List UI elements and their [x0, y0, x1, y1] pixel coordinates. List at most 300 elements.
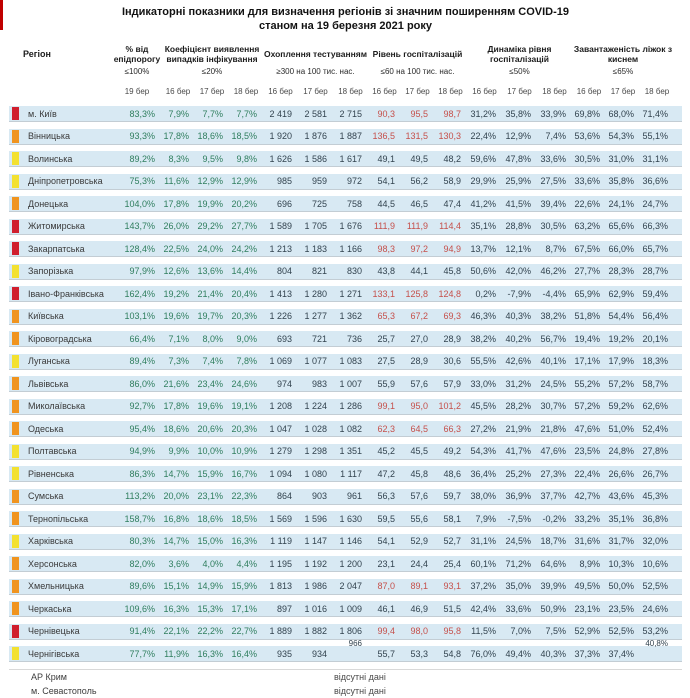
region-name: Херсонська	[28, 558, 77, 569]
test-value-extra: 966	[348, 639, 362, 648]
test-value: 821	[311, 266, 327, 276]
epid-value: 103,1%	[124, 311, 155, 321]
dyn-value: 40,3%	[505, 311, 531, 321]
dyn-value: 60,1%	[470, 558, 496, 569]
table-row	[9, 601, 682, 617]
hosp-value: 89,1	[410, 581, 428, 591]
test-label: Охоплення тестуванням	[263, 49, 368, 59]
footer-row-sevastopol	[9, 685, 682, 698]
hosp-value: 64,5	[410, 423, 428, 434]
region-status-marker	[12, 130, 19, 143]
dyn-value: 36,9%	[505, 491, 531, 501]
beds-value: 28,7%	[642, 266, 668, 276]
hosp-value: 46,5	[410, 198, 428, 209]
beds-value: 59,2%	[608, 401, 634, 411]
beds-value: 23,1%	[574, 603, 600, 614]
dyn-value: 31,2%	[470, 108, 496, 119]
epid-value: 83,3%	[129, 108, 155, 119]
date-label: 18 бер	[338, 87, 363, 96]
test-value: 1 117	[340, 468, 362, 479]
dyn-value: 64,6%	[540, 558, 566, 569]
coef-value: 16,8%	[163, 513, 189, 524]
footer-region: АР Крим	[31, 672, 67, 682]
beds-value: 59,4%	[642, 288, 668, 299]
footer-row-crimea	[9, 671, 682, 684]
coef-value: 14,7%	[163, 468, 189, 479]
dyn-value: 11,5%	[471, 626, 496, 636]
coef-value: 10,9%	[231, 446, 257, 456]
hosp-value: 45,8	[410, 468, 428, 479]
test-value: 2 715	[339, 108, 362, 119]
hosp-value: 27,5	[377, 356, 395, 366]
test-value: 1 986	[304, 581, 327, 591]
region-name: Миколаївська	[28, 401, 86, 411]
region-name: Кіровоградська	[28, 333, 92, 344]
region-name: Одеська	[28, 423, 64, 434]
date-label: 18 бер	[233, 87, 259, 96]
hosp-value: 90,3	[377, 108, 395, 119]
beds-value: 35,8%	[608, 176, 634, 186]
coef-value: 20,4%	[231, 288, 257, 299]
region-marker-cell	[9, 310, 23, 323]
date-label: 17 бер	[610, 87, 636, 96]
hosp-value: 125,8	[405, 288, 428, 299]
column-header-beds	[572, 41, 674, 100]
epid-value: 86,0%	[129, 378, 155, 389]
dyn-value: 42,0%	[505, 266, 531, 276]
epid-value: 113,2%	[125, 491, 155, 501]
hosp-value: 48,2	[443, 153, 461, 164]
beds-value: 50,0%	[608, 581, 634, 591]
test-value: 1 362	[339, 311, 362, 321]
epid-value: 91,4%	[129, 626, 155, 636]
hosp-value: 95,8	[443, 626, 461, 636]
test-value: 1 009	[339, 603, 362, 614]
column-header-epid	[113, 41, 161, 100]
beds-value: 32,0%	[642, 536, 668, 546]
region-name: Дніпропетровська	[28, 176, 103, 186]
table-row	[9, 624, 682, 648]
beds-value: 51,0%	[608, 423, 634, 434]
test-value: 1 630	[339, 513, 362, 524]
region-status-marker	[12, 602, 19, 615]
epid-value: 86,3%	[129, 468, 155, 479]
test-value: 1 224	[304, 401, 327, 411]
hosp-value: 52,7	[443, 536, 461, 546]
beds-value: 24,1%	[608, 198, 634, 209]
hosp-value: 45,2	[377, 446, 395, 456]
coef-value: 21,4%	[197, 288, 223, 299]
region-status-marker	[12, 625, 19, 638]
beds-value: 24,6%	[642, 603, 668, 614]
hosp-value: 58,9	[443, 176, 461, 186]
region-name: Черкаська	[28, 603, 72, 614]
region-marker-cell	[9, 580, 23, 593]
coef-value: 20,2%	[231, 198, 257, 209]
dyn-value: 27,3%	[540, 468, 566, 479]
test-value: 1 813	[269, 581, 292, 591]
test-value: 1 889	[269, 626, 292, 636]
test-value: 736	[346, 333, 362, 344]
beds-value: 67,5%	[574, 243, 600, 254]
hosp-value: 94,9	[443, 243, 461, 254]
epid-value: 89,4%	[129, 356, 155, 366]
test-value: 1 705	[304, 221, 327, 231]
region-marker-cell	[9, 422, 23, 435]
test-value: 1 016	[304, 603, 327, 614]
beds-value: 52,5%	[642, 581, 668, 591]
beds-value: 27,8%	[642, 446, 668, 456]
column-header-dyn	[467, 41, 572, 100]
table-row	[9, 399, 682, 415]
table-row	[9, 579, 682, 595]
hosp-value: 51,5	[443, 603, 461, 614]
hosp-value: 95,0	[410, 401, 428, 411]
test-dates	[263, 87, 368, 100]
epid-value: 158,7%	[124, 513, 155, 524]
test-value: 758	[346, 198, 362, 209]
dyn-value: 8,7%	[545, 243, 566, 254]
region-name: Вінницька	[28, 131, 70, 141]
dyn-value: 39,4%	[540, 198, 566, 209]
epid-value: 104,0%	[124, 198, 155, 209]
dyn-value: 54,3%	[470, 446, 496, 456]
hosp-value: 28,9	[410, 356, 428, 366]
epid-value: 97,9%	[129, 266, 155, 276]
test-value: 1 047	[269, 423, 292, 434]
test-value: 1 077	[304, 356, 327, 366]
region-status-marker	[12, 512, 19, 525]
hosp-value: 25,4	[443, 558, 461, 569]
beds-value: 54,4%	[608, 311, 634, 321]
region-marker-cell	[9, 647, 23, 660]
test-value: 1 626	[269, 153, 292, 164]
coef-value: 15,3%	[197, 603, 223, 614]
coef-value: 3,6%	[168, 558, 189, 569]
hosp-value: 69,3	[443, 311, 461, 321]
date-label: 19 бер	[124, 87, 150, 96]
coef-value: 8,3%	[168, 153, 189, 164]
dyn-value: 50,6%	[470, 266, 496, 276]
date-label: 17 бер	[405, 87, 430, 96]
hosp-value: 59,5	[377, 513, 395, 524]
region-marker-cell	[9, 512, 23, 525]
hosp-value: 59,7	[443, 491, 461, 501]
dyn-value: 42,6%	[505, 356, 531, 366]
hosp-value: 48,6	[443, 468, 461, 479]
dyn-value: 36,4%	[470, 468, 496, 479]
coef-value: 7,8%	[236, 356, 257, 366]
hosp-value: 44,5	[377, 198, 395, 209]
dyn-value: 7,0%	[510, 626, 531, 636]
region-name: Полтавська	[28, 446, 77, 456]
page-title-line1: Індикаторні показники для визначення регіонів зі значним поширенням COVID-19	[121, 6, 569, 18]
region-status-marker	[12, 580, 19, 593]
region-marker-cell	[9, 400, 23, 413]
test-value: 1 069	[269, 356, 292, 366]
region-status-marker	[12, 647, 19, 660]
dyn-value: 0,2%	[475, 288, 496, 299]
column-header-test	[263, 41, 368, 100]
dyn-value: -0,2%	[542, 513, 566, 524]
region-name: Чернівецька	[28, 626, 80, 636]
coef-value: 4,0%	[202, 558, 223, 569]
test-value: 1 806 966	[339, 626, 362, 648]
region-status-marker	[12, 197, 19, 210]
footer-divider	[9, 669, 682, 670]
test-value: 1 876	[304, 131, 327, 141]
dyn-value: 35,8%	[505, 108, 531, 119]
coef-value: 7,7%	[202, 108, 223, 119]
hosp-value: 28,9	[443, 333, 461, 344]
beds-value: 57,2%	[574, 401, 600, 411]
test-value: 1 147	[304, 536, 327, 546]
footer-note: відсутні дані	[334, 672, 386, 682]
coef-value: 26,0%	[163, 221, 189, 231]
table-row	[9, 511, 682, 527]
dyn-value: 40,3%	[540, 648, 566, 659]
region-marker-cell	[9, 220, 23, 233]
dyn-value: 49,4%	[505, 648, 531, 659]
epid-value: 92,7%	[129, 401, 155, 411]
beds-value: 23,5%	[574, 446, 600, 456]
coef-value: 22,1%	[163, 626, 189, 636]
beds-value: 55,1%	[642, 131, 668, 141]
beds-value: 52,5%	[608, 626, 634, 636]
test-value: 1 920	[269, 131, 292, 141]
region-status-marker	[12, 557, 19, 570]
region-status-marker	[12, 175, 19, 188]
test-value: 1 226	[269, 311, 292, 321]
dyn-value: 31,2%	[505, 378, 531, 389]
beds-value: 26,6%	[608, 468, 634, 479]
coef-value: 22,7%	[231, 626, 257, 636]
region-name: Чернігівська	[28, 648, 80, 659]
test-value: 1 280	[304, 288, 327, 299]
beds-value: 52,9%	[574, 626, 600, 636]
date-label: 17 бер	[199, 87, 225, 96]
region-name: м. Київ	[28, 108, 57, 119]
beds-value: 42,7%	[574, 491, 600, 501]
region-status-marker	[12, 107, 19, 120]
test-value: 1 413	[269, 288, 292, 299]
hosp-value: 55,7	[377, 648, 395, 659]
region-marker-cell	[9, 197, 23, 210]
region-status-marker	[12, 152, 19, 165]
region-status-marker	[12, 400, 19, 413]
region-marker-cell	[9, 625, 23, 638]
dyn-value: 21,9%	[505, 423, 531, 434]
dyn-value: 42,4%	[470, 603, 496, 614]
hosp-value: 111,9	[406, 221, 428, 231]
dyn-value: 24,5%	[540, 378, 566, 389]
hosp-value: 49,2	[443, 446, 461, 456]
coef-value: 24,6%	[231, 378, 257, 389]
epid-value: 109,6%	[124, 603, 155, 614]
coef-value: 20,3%	[231, 311, 257, 321]
beds-label: Завантаженість ліжок з киснем	[573, 44, 673, 64]
epid-value: 95,4%	[129, 423, 155, 434]
beds-value: 62,9%	[608, 288, 634, 299]
coef-value: 22,2%	[197, 626, 223, 636]
coef-value: 9,8%	[236, 153, 257, 164]
coef-value: 18,6%	[163, 423, 189, 434]
column-header-region: Регіон	[23, 49, 51, 59]
dyn-value: 30,7%	[540, 401, 566, 411]
beds-value: 63,2%	[574, 221, 600, 231]
coef-value: 15,0%	[197, 536, 223, 546]
test-value: 985	[276, 176, 292, 186]
coef-value: 12,6%	[163, 266, 189, 276]
test-threshold: ≥300 на 100 тис. нас.	[276, 67, 355, 76]
beds-value: 36,6%	[642, 176, 668, 186]
region-marker-cell	[9, 242, 23, 255]
beds-value: 30,5%	[574, 153, 600, 164]
table-row	[9, 219, 682, 235]
hosp-value: 97,2	[410, 243, 428, 254]
hosp-value: 133,1	[372, 288, 395, 299]
dyn-value: 71,2%	[505, 558, 531, 569]
dyn-dates	[467, 87, 572, 100]
coef-value: 16,3%	[163, 603, 189, 614]
coef-value: 7,9%	[168, 108, 189, 119]
region-status-marker	[12, 445, 19, 458]
dyn-value: 40,1%	[540, 356, 566, 366]
test-value: 2 419	[269, 108, 292, 119]
beds-value: 62,6%	[642, 401, 668, 411]
hosp-value: 67,2	[410, 311, 428, 321]
test-value: 1 195	[269, 558, 292, 569]
date-label: 16 бер	[165, 87, 191, 96]
beds-value: 57,2%	[608, 378, 634, 389]
test-value: 983	[311, 378, 327, 389]
dyn-value: 35,1%	[470, 221, 496, 231]
beds-value: 31,0%	[608, 153, 634, 164]
coef-value: 9,9%	[168, 446, 189, 456]
date-label: 16 бер	[268, 87, 293, 96]
hosp-value: 57,6	[410, 491, 428, 501]
dyn-value: 25,2%	[505, 468, 531, 479]
table-row	[9, 151, 682, 167]
epid-dates	[113, 87, 161, 100]
hosp-value: 44,1	[410, 266, 428, 276]
region-marker-cell	[9, 265, 23, 278]
beds-value: 31,6%	[574, 536, 600, 546]
test-value: 935	[276, 648, 292, 659]
beds-value: 28,3%	[608, 266, 634, 276]
page-title-line2: станом на 19 березня 2021 року	[258, 20, 433, 32]
beds-value: 69,8%	[574, 108, 600, 119]
test-value: 1 119	[270, 536, 292, 546]
epid-value: 80,3%	[129, 536, 155, 546]
test-value: 1 192	[304, 558, 327, 569]
region-marker-cell	[9, 152, 23, 165]
test-value: 934	[311, 648, 327, 659]
epid-value: 77,7%	[129, 648, 155, 659]
coef-value: 14,9%	[197, 581, 223, 591]
date-label: 17 бер	[303, 87, 328, 96]
hosp-value: 23,1	[377, 558, 395, 569]
dyn-value: 41,5%	[505, 198, 531, 209]
table-row	[9, 421, 682, 437]
beds-value: 53,6%	[574, 131, 600, 141]
table-row	[9, 264, 682, 280]
date-label: 16 бер	[472, 87, 497, 96]
beds-value: 10,3%	[608, 558, 634, 569]
test-value: 1 887	[339, 131, 362, 141]
page-title	[9, 5, 682, 33]
beds-value: 24,8%	[608, 446, 634, 456]
coef-value: 18,5%	[231, 513, 257, 524]
coef-value: 7,7%	[236, 108, 257, 119]
coef-value: 23,4%	[197, 378, 223, 389]
dyn-value: 39,9%	[540, 581, 566, 591]
region-status-marker	[12, 535, 19, 548]
hosp-value: 95,5	[410, 108, 428, 119]
coef-value: 16,7%	[231, 468, 257, 479]
beds-value: 68,0%	[608, 108, 634, 119]
table-row	[9, 354, 682, 370]
region-name: Сумська	[28, 491, 64, 501]
dyn-value: 56,7%	[540, 333, 566, 344]
test-value: 959	[311, 176, 327, 186]
region-name: Луганська	[28, 356, 70, 366]
hosp-value: 87,0	[377, 581, 395, 591]
hosp-value: 55,9	[377, 378, 395, 389]
region-name: Львівська	[28, 378, 69, 389]
dyn-value: 38,2%	[540, 311, 566, 321]
hosp-value: 47,4	[443, 198, 461, 209]
test-value: 1 589	[269, 221, 292, 231]
beds-value: 17,1%	[574, 356, 600, 366]
date-label: 17 бер	[507, 87, 532, 96]
beds-value: 37,3%	[574, 648, 600, 659]
beds-value: 31,1%	[642, 153, 668, 164]
hosp-value: 57,9	[443, 378, 461, 389]
coef-value: 18,6%	[197, 131, 223, 141]
epid-value: 66,4%	[129, 333, 155, 344]
dyn-value: 7,5%	[545, 626, 566, 636]
region-marker-cell	[9, 377, 23, 390]
test-value: 1 082	[339, 423, 362, 434]
region-marker-cell	[9, 107, 23, 120]
hosp-value: 114,4	[439, 221, 461, 231]
hosp-value: 57,6	[410, 378, 428, 389]
coef-value: 17,1%	[231, 603, 257, 614]
test-value: 897	[276, 603, 292, 614]
coef-value: 9,5%	[202, 153, 223, 164]
region-status-marker	[12, 490, 19, 503]
hosp-value: 98,0	[410, 626, 428, 636]
coef-value: 11,9%	[164, 648, 189, 659]
date-label: 16 бер	[576, 87, 602, 96]
test-value: 721	[311, 333, 327, 344]
column-header-coef	[161, 41, 263, 100]
test-value: 1 166	[339, 243, 362, 254]
hosp-value: 62,3	[377, 423, 395, 434]
region-name: Івано-Франківська	[28, 288, 104, 299]
table-row	[9, 129, 682, 145]
hosp-value: 136,5	[372, 131, 395, 141]
coef-value: 18,5%	[231, 131, 257, 141]
coef-dates	[161, 87, 263, 100]
test-value: 1 286	[339, 401, 362, 411]
epid-threshold: ≤100%	[124, 67, 150, 76]
test-value: 830	[346, 266, 362, 276]
dyn-value: 12,1%	[505, 243, 531, 254]
coef-value: 15,9%	[231, 581, 257, 591]
table-row	[9, 174, 682, 190]
